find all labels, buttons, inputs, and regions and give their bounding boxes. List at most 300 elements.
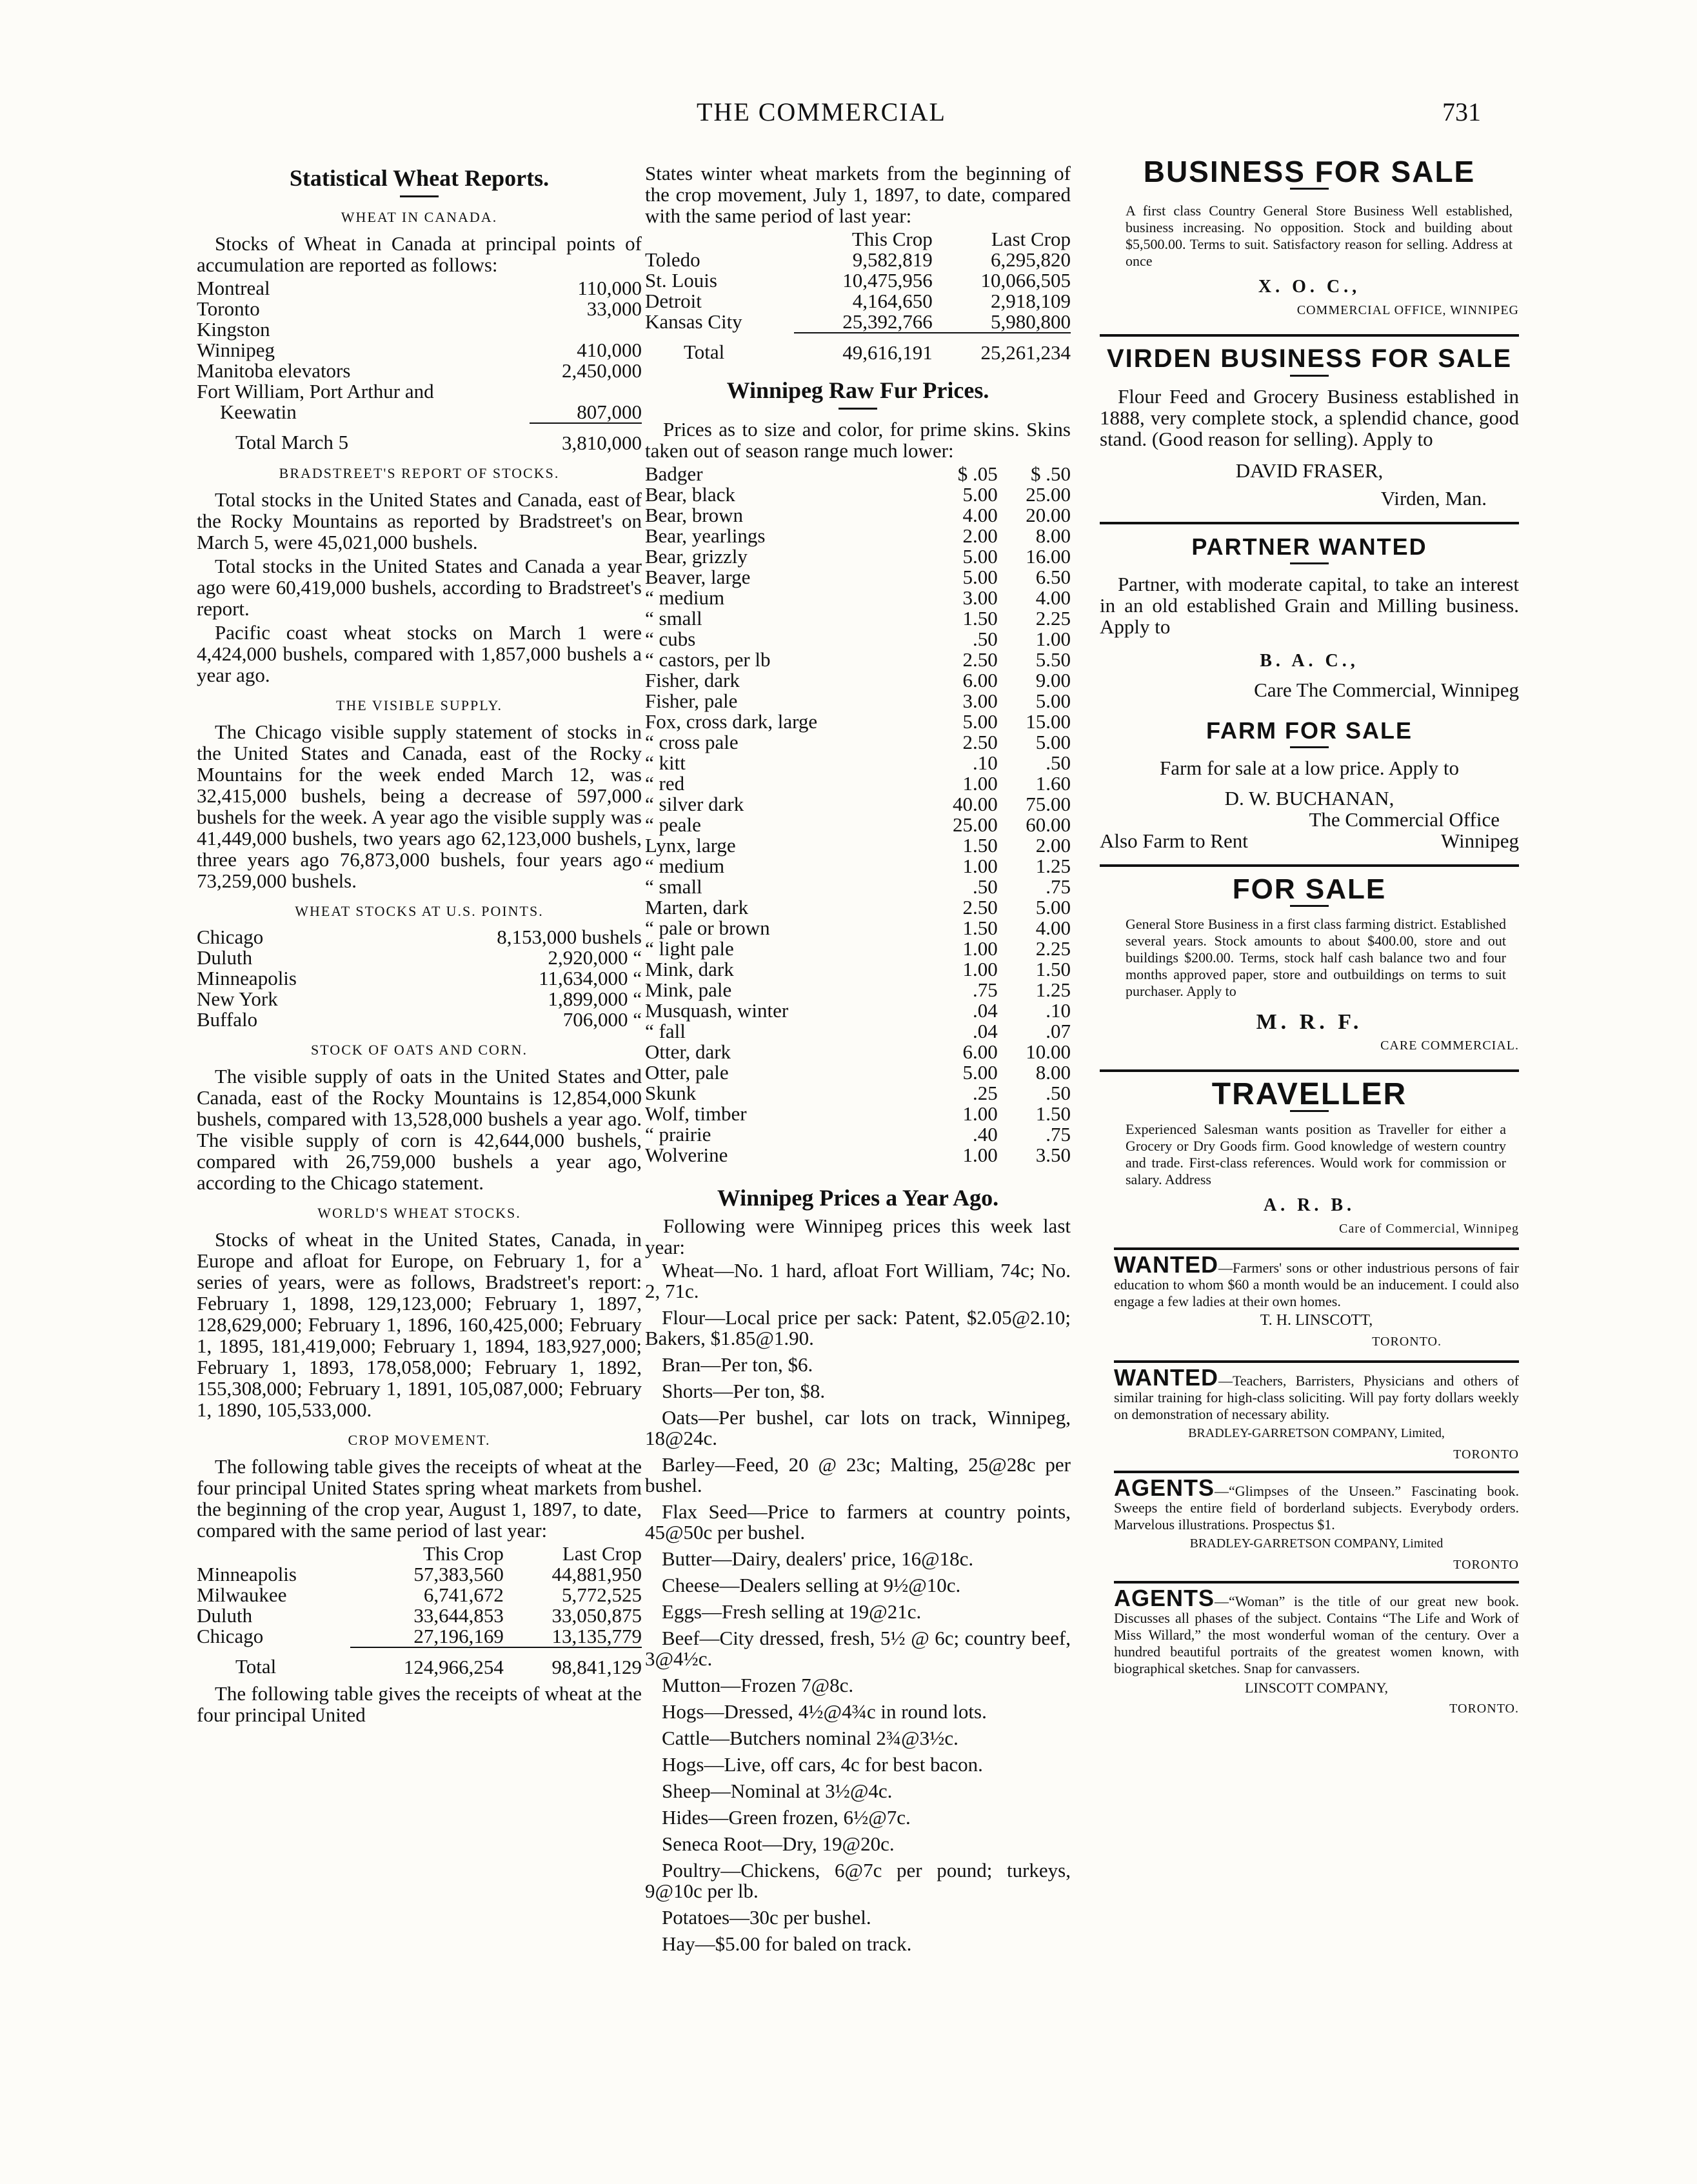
paragraph: Following were Winnipeg prices this week last year: bbox=[645, 1215, 1071, 1258]
row-value-1: 33,644,853 bbox=[413, 1604, 504, 1627]
ad-signature: X. O. C., bbox=[1258, 277, 1361, 297]
table-row bbox=[645, 567, 1071, 588]
row-value-1: .40 bbox=[973, 1123, 998, 1146]
row-value-2: 5.00 bbox=[1035, 731, 1071, 753]
price-item: Mutton—Frozen 7@8c. bbox=[662, 1674, 854, 1696]
ad-city: Winnipeg bbox=[1440, 829, 1519, 852]
paragraph: Pacific coast wheat stocks on March 1 were 4,424,000 bushels, compared with 1,857,000 bushels a year ago. bbox=[197, 621, 642, 686]
price-list bbox=[645, 1260, 1071, 1954]
ad-signature: M. R. F. bbox=[1256, 1010, 1363, 1034]
table-row bbox=[645, 773, 1071, 794]
row-value: 807,000 bbox=[577, 401, 642, 423]
row-value-2: 3.50 bbox=[1035, 1144, 1071, 1166]
divider bbox=[1114, 1360, 1519, 1363]
divider bbox=[400, 195, 439, 197]
paragraph: Stocks of wheat in the United States, Canada, in Europe and afloat for Europe, on February 1, for a series of years, were as follows, Bradstreet's report: February 1, 1898, 129,123,000; February 1, 1897, 128,629,000; February 1, 1896, 160,425,000; February 1, 1895, 181,419,000; February 1, 1894, 183,927,000; February 1, 1893, 178,058,000; February 1, 1892, 155,308,000; February 1, 1891, 105,087,000; February 1, 1890, 105,533,000. bbox=[197, 1228, 642, 1421]
row-label: Duluth bbox=[197, 946, 253, 969]
section-heading: Winnipeg Prices a Year Ago. bbox=[717, 1185, 999, 1211]
subhead-us-points: WHEAT STOCKS AT U.S. POINTS. bbox=[295, 903, 544, 919]
row-label: Lynx, large bbox=[645, 834, 736, 857]
row-value-2: 5,980,800 bbox=[991, 310, 1071, 333]
row-value-1: .10 bbox=[973, 751, 998, 774]
row-value-1: 2.50 bbox=[962, 648, 998, 671]
ad-signature: A. R. B. bbox=[1263, 1195, 1356, 1215]
ad-signature: B. A. C., bbox=[1260, 651, 1359, 671]
row-value: 2,450,000 bbox=[562, 359, 642, 382]
row-label: Toledo bbox=[645, 248, 700, 271]
total-this: 124,966,254 bbox=[350, 1647, 504, 1678]
table-row bbox=[197, 1626, 642, 1647]
row-label: “ castors, per lb bbox=[645, 648, 771, 671]
table-row bbox=[645, 691, 1071, 711]
row-label: “ peale bbox=[645, 813, 701, 836]
ad-business-for-sale bbox=[1100, 155, 1519, 321]
row-value-2: 20.00 bbox=[1026, 504, 1071, 526]
col-this: This Crop bbox=[851, 228, 933, 250]
ad-company: LINSCOTT COMPANY, bbox=[1244, 1680, 1389, 1696]
ad-rent-line bbox=[1100, 830, 1519, 851]
row-value-2: 8.00 bbox=[1035, 1061, 1071, 1084]
price-item: Poultry—Chickens, 6@7c per pound; turkeys, 9@10c per lb. bbox=[645, 1859, 1071, 1902]
row-value-1: 25.00 bbox=[953, 813, 998, 836]
row-label: Skunk bbox=[645, 1082, 697, 1104]
ad-company: BRADLEY-GARRETSON COMPANY, Limited, bbox=[1188, 1426, 1445, 1440]
divider bbox=[1114, 1471, 1519, 1473]
row-value: 410,000 bbox=[577, 339, 642, 361]
table-row bbox=[645, 835, 1071, 856]
ad-for-sale bbox=[1100, 873, 1519, 1057]
table-row bbox=[645, 505, 1071, 526]
row-value-1: 10,475,956 bbox=[842, 269, 933, 292]
crop-table bbox=[197, 1544, 642, 1678]
price-item: Barley—Feed, 20 @ 23c; Malting, 25@28c per bushel. bbox=[645, 1453, 1071, 1496]
divider bbox=[1114, 1581, 1519, 1583]
ad-address: Care of Commercial, Winnipeg bbox=[1339, 1222, 1519, 1236]
table-row bbox=[197, 1009, 642, 1030]
row-value-2: 5.00 bbox=[1035, 896, 1071, 918]
row-value-2: 15.00 bbox=[1026, 710, 1071, 733]
table-row bbox=[645, 484, 1071, 505]
row-label: Badger bbox=[645, 462, 703, 485]
paragraph: The Chicago visible supply statement of stocks in the United States and Canada, east of the Rocky Mountains for the week ended March 12, was 32,415,000 bushels, being a decrease of 597,000 bushels for the week. A year ago the visible supply was 41,449,000 bushels, two years ago 62,123,000 bushels, three years ago 76,873,000 bushels, four years ago 73,259,000 bushels. bbox=[197, 720, 642, 892]
table-row bbox=[645, 464, 1071, 484]
table-row bbox=[197, 968, 642, 989]
ad-lead: AGENTS bbox=[1114, 1585, 1215, 1611]
row-value: 1,899,000 “ bbox=[548, 988, 642, 1010]
total-row bbox=[645, 333, 1071, 363]
row-value-1: 2.00 bbox=[962, 524, 998, 547]
total-row bbox=[197, 1647, 642, 1678]
row-value-1: .04 bbox=[973, 1020, 998, 1042]
row-value-2: 4.00 bbox=[1035, 917, 1071, 939]
table-row bbox=[645, 877, 1071, 897]
row-value-2: 5,772,525 bbox=[562, 1583, 642, 1606]
row-label: “ small bbox=[645, 875, 702, 898]
row-value-2: .75 bbox=[1046, 875, 1071, 898]
row-value-1: 5.00 bbox=[962, 710, 998, 733]
divider bbox=[1100, 864, 1519, 867]
subhead-visible: THE VISIBLE SUPPLY. bbox=[335, 697, 503, 713]
row-label: Otter, dark bbox=[645, 1040, 731, 1063]
table-row bbox=[645, 1042, 1071, 1062]
row-label: “ prairie bbox=[645, 1123, 711, 1146]
ad-lead: WANTED bbox=[1114, 1251, 1218, 1278]
table-row bbox=[645, 1021, 1071, 1042]
row-value: 706,000 “ bbox=[562, 1008, 642, 1031]
row-value-1: .04 bbox=[973, 999, 998, 1022]
price-item: Hay—$5.00 for baled on track. bbox=[662, 1932, 912, 1955]
table-row bbox=[645, 546, 1071, 567]
table-row bbox=[645, 980, 1071, 1000]
page-number: 731 bbox=[1442, 97, 1481, 126]
row-label: Wolverine bbox=[645, 1144, 728, 1166]
ad-traveller bbox=[1100, 1077, 1519, 1240]
row-value-2: .50 bbox=[1046, 1082, 1071, 1104]
paragraph: Total stocks in the United States and Canada a year ago were 60,419,000 bushels, according to Bradstreet's report. bbox=[197, 555, 642, 620]
row-value-2: .75 bbox=[1046, 1123, 1071, 1146]
winter-table bbox=[645, 229, 1071, 363]
row-label: “ cubs bbox=[645, 628, 696, 650]
ad-agents-glimpses bbox=[1114, 1474, 1519, 1576]
row-label: Milwaukee bbox=[197, 1583, 287, 1606]
row-label: Bear, brown bbox=[645, 504, 743, 526]
ad-body: Farm for sale at a low price. Apply to bbox=[1159, 757, 1460, 779]
table-row bbox=[645, 897, 1071, 918]
price-item: Flour—Local price per sack: Patent, $2.05@2.10; Bakers, $1.85@1.90. bbox=[645, 1306, 1071, 1349]
divider bbox=[839, 408, 877, 410]
ad-body: Partner, with moderate capital, to take an interest in an old established Grain and Milling business. Apply to bbox=[1100, 573, 1519, 638]
row-value-2: 5.00 bbox=[1035, 690, 1071, 712]
table-row bbox=[645, 815, 1071, 835]
row-value-2: 6,295,820 bbox=[991, 248, 1071, 271]
row-value-2: 16.00 bbox=[1026, 545, 1071, 568]
price-item: Potatoes—30c per bushel. bbox=[662, 1906, 871, 1929]
row-value-2: 75.00 bbox=[1026, 793, 1071, 815]
row-value-1: 1.50 bbox=[962, 834, 998, 857]
row-label: Wolf, timber bbox=[645, 1102, 747, 1125]
col-this: This Crop bbox=[422, 1542, 504, 1565]
row-value-1: 4.00 bbox=[962, 504, 998, 526]
row-value bbox=[530, 381, 642, 402]
crop-header-row bbox=[197, 1544, 642, 1564]
ad-address: CARE COMMERCIAL. bbox=[1380, 1038, 1519, 1053]
paragraph: The following table gives the receipts of wheat at the four principal United States spring wheat markets from the beginning of the crop year, August 1, 1897, to date, compared with the same period of last year: bbox=[197, 1455, 642, 1542]
column-1 bbox=[197, 161, 642, 1728]
price-item: Beef—City dressed, fresh, 5½ @ 6c; country beef, 3@4½c. bbox=[645, 1627, 1071, 1670]
row-label: “ silver dark bbox=[645, 793, 744, 815]
row-value: 8,153,000 bushels bbox=[497, 926, 642, 948]
table-row bbox=[645, 732, 1071, 753]
table-row bbox=[645, 650, 1071, 670]
ad-body: —“Glimpses of the Unseen.” Fascinating book. Sweeps the entire field of borderland subjects. Everybody orders. Marvelous illustrations. Prospectus $1. bbox=[1114, 1483, 1519, 1533]
paragraph: Stocks of Wheat in Canada at principal points of accumulation are reported as follows: bbox=[197, 232, 642, 276]
running-head: THE COMMERCIAL bbox=[697, 97, 946, 126]
row-label: “ fall bbox=[645, 1020, 686, 1042]
row-label: “ red bbox=[645, 772, 685, 795]
row-value-2: 33,050,875 bbox=[551, 1604, 642, 1627]
ad-body: Flour Feed and Grocery Business established in 1888, very complete stock, a splendid chance, good stand. (Good reason for selling). Apply to bbox=[1100, 385, 1519, 450]
row-label: Fisher, dark bbox=[645, 669, 740, 691]
subhead-crop: CROP MOVEMENT. bbox=[348, 1432, 491, 1448]
row-value-1: 1.00 bbox=[962, 1102, 998, 1125]
total-this: 49,616,191 bbox=[794, 333, 932, 363]
row-value-1: 6.00 bbox=[962, 1040, 998, 1063]
table-row bbox=[197, 319, 642, 340]
row-label: Buffalo bbox=[197, 1008, 258, 1031]
divider bbox=[1114, 1247, 1519, 1250]
row-label: Keewatin bbox=[220, 401, 297, 423]
table-row bbox=[645, 291, 1071, 312]
winter-header-row bbox=[645, 229, 1071, 250]
total-label: Total bbox=[684, 341, 725, 363]
ad-lead: AGENTS bbox=[1114, 1474, 1215, 1501]
ad-wanted-teachers bbox=[1114, 1364, 1519, 1465]
ad-address: COMMERCIAL OFFICE, WINNIPEG bbox=[1296, 303, 1519, 317]
row-value bbox=[530, 319, 642, 340]
ad-title: VIRDEN BUSINESS FOR SALE bbox=[1106, 344, 1513, 373]
ad-agents-woman bbox=[1114, 1585, 1519, 1720]
col-last: Last Crop bbox=[562, 1542, 642, 1565]
table-row bbox=[645, 588, 1071, 608]
total-row bbox=[197, 423, 642, 453]
row-label: Toronto bbox=[197, 297, 260, 320]
table-row bbox=[645, 938, 1071, 959]
row-value-1: 3.00 bbox=[962, 586, 998, 609]
row-label: Fort William, Port Arthur and bbox=[197, 380, 434, 402]
row-value-2: 1.25 bbox=[1035, 855, 1071, 877]
ad-company: BRADLEY-GARRETSON COMPANY, Limited bbox=[1189, 1536, 1444, 1551]
ad-farm-for-sale bbox=[1100, 717, 1519, 852]
row-value-1: .75 bbox=[973, 978, 998, 1001]
row-value-1: 9,582,819 bbox=[852, 248, 933, 271]
price-item: Sheep—Nominal at 3½@4c. bbox=[662, 1780, 893, 1802]
row-label: St. Louis bbox=[645, 269, 717, 292]
section-heading: Winnipeg Raw Fur Prices. bbox=[726, 377, 989, 403]
table-row bbox=[197, 989, 642, 1009]
row-value-2: 10,066,505 bbox=[980, 269, 1071, 292]
ad-lead: WANTED bbox=[1114, 1364, 1218, 1391]
ad-address: Care The Commercial, Winnipeg bbox=[1254, 679, 1519, 701]
row-label: Otter, pale bbox=[645, 1061, 729, 1084]
ad-name: T. H. LINSCOTT, bbox=[1260, 1312, 1373, 1329]
row-value-1: 5.00 bbox=[962, 545, 998, 568]
table-row bbox=[197, 402, 642, 423]
row-label: Detroit bbox=[645, 290, 702, 312]
row-label: Duluth bbox=[197, 1604, 253, 1627]
total-value: 3,810,000 bbox=[530, 423, 642, 453]
row-label: Marten, dark bbox=[645, 896, 749, 918]
paragraph: States winter wheat markets from the beginning of the crop movement, July 1, 1897, to date, compared with the same period of last year: bbox=[645, 162, 1071, 227]
ad-body: —Farmers' sons or other industrious persons of fair education to whom $60 a month would be an inducement. I could also engage a few ladies at their own homes. bbox=[1114, 1260, 1519, 1309]
canada-stocks-table bbox=[197, 278, 642, 453]
subhead-bradstreet: BRADSTREET'S REPORT OF STOCKS. bbox=[279, 465, 560, 481]
row-value-1: 40.00 bbox=[953, 793, 998, 815]
row-value-2: 25.00 bbox=[1026, 483, 1071, 506]
table-row bbox=[645, 918, 1071, 938]
row-value-2: .50 bbox=[1046, 751, 1071, 774]
table-row bbox=[197, 381, 642, 402]
row-value-2: 1.00 bbox=[1035, 628, 1071, 650]
row-label: “ medium bbox=[645, 586, 725, 609]
ad-body: Experienced Salesman wants position as Traveller for either a Grocery or Dry Goods firm. Good knowledge of western country and trade. First-class references. Would work for commission or salary. Address bbox=[1126, 1121, 1506, 1187]
divider bbox=[1100, 334, 1519, 337]
row-label: Musquash, winter bbox=[645, 999, 789, 1022]
row-label: Fox, cross dark, large bbox=[645, 710, 818, 733]
row-value-1: 57,383,560 bbox=[413, 1563, 504, 1585]
price-item: Butter—Dairy, dealers' price, 16@18c. bbox=[662, 1547, 974, 1570]
row-value-1: .25 bbox=[973, 1082, 998, 1104]
row-label: Minneapolis bbox=[197, 1563, 297, 1585]
row-value-1: 5.00 bbox=[962, 566, 998, 588]
table-row bbox=[197, 948, 642, 968]
table-row bbox=[197, 361, 642, 381]
row-value-1: 1.00 bbox=[962, 855, 998, 877]
row-value-2: 4.00 bbox=[1035, 586, 1071, 609]
table-row bbox=[197, 299, 642, 319]
price-item: Hogs—Live, off cars, 4c for best bacon. bbox=[662, 1753, 983, 1776]
row-value-1: 5.00 bbox=[962, 483, 998, 506]
paragraph: Prices as to size and color, for prime skins. Skins taken out of season range much lower: bbox=[645, 418, 1071, 462]
price-item: Eggs—Fresh selling at 19@21c. bbox=[662, 1600, 922, 1623]
us-points-table bbox=[197, 927, 642, 1030]
row-label: Bear, grizzly bbox=[645, 545, 748, 568]
price-item: Cattle—Butchers nominal 2¾@3½c. bbox=[662, 1727, 958, 1749]
row-value-2: .10 bbox=[1046, 999, 1071, 1022]
price-item: Oats—Per bushel, car lots on track, Winnipeg, 18@24c. bbox=[645, 1406, 1071, 1449]
row-value-1: 1.50 bbox=[962, 607, 998, 630]
table-row bbox=[197, 340, 642, 361]
row-value-2: 1.60 bbox=[1035, 772, 1071, 795]
row-value: 33,000 bbox=[586, 297, 642, 320]
row-value-1: 1.00 bbox=[962, 937, 998, 960]
ad-title: BUSINESS FOR SALE bbox=[1143, 155, 1476, 188]
paragraph: Total stocks in the United States and Canada, east of the Rocky Mountains as reported by Bradstreet's on March 5, were 45,021,000 bushels. bbox=[197, 488, 642, 553]
row-label: Bear, black bbox=[645, 483, 735, 506]
table-row bbox=[645, 794, 1071, 815]
price-item: Shorts—Per ton, $8. bbox=[662, 1380, 826, 1402]
row-value-1: .50 bbox=[973, 875, 998, 898]
section-heading: Statistical Wheat Reports. bbox=[289, 165, 550, 191]
subhead-wheat-canada: WHEAT IN CANADA. bbox=[341, 209, 498, 225]
price-item: Seneca Root—Dry, 19@20c. bbox=[662, 1832, 895, 1855]
table-row bbox=[197, 1564, 642, 1585]
divider bbox=[1290, 562, 1329, 564]
row-value-2: 5.50 bbox=[1035, 648, 1071, 671]
divider bbox=[1290, 746, 1329, 748]
table-row bbox=[645, 670, 1071, 691]
divider bbox=[1100, 522, 1519, 524]
table-row bbox=[645, 608, 1071, 629]
total-label: Total March 5 bbox=[235, 431, 349, 453]
row-label: “ small bbox=[645, 607, 702, 630]
column-3 bbox=[1100, 155, 1519, 1720]
table-row bbox=[197, 927, 642, 948]
price-item: Flax Seed—Price to farmers at country points, 45@50c per bushel. bbox=[645, 1500, 1071, 1544]
table-row bbox=[645, 312, 1071, 333]
paragraph: The following table gives the receipts of wheat at the four principal United bbox=[197, 1682, 642, 1726]
ad-virden-business bbox=[1100, 344, 1519, 510]
row-value-1: 1.00 bbox=[962, 958, 998, 980]
table-row bbox=[197, 1585, 642, 1605]
subhead-oats: STOCK OF OATS AND CORN. bbox=[311, 1042, 528, 1058]
table-row bbox=[645, 250, 1071, 270]
ad-wanted-farmers bbox=[1114, 1251, 1519, 1353]
row-label: Fisher, pale bbox=[645, 690, 738, 712]
table-row bbox=[645, 1000, 1071, 1021]
row-value-1: 4,164,650 bbox=[852, 290, 933, 312]
row-label: Montreal bbox=[197, 277, 270, 299]
row-value-2: 1.25 bbox=[1035, 978, 1071, 1001]
row-value: 110,000 bbox=[577, 277, 642, 299]
divider bbox=[1100, 1069, 1519, 1072]
row-value-2: 2,918,109 bbox=[991, 290, 1071, 312]
row-value-1: 27,196,169 bbox=[413, 1625, 504, 1647]
row-value-2: .07 bbox=[1046, 1020, 1071, 1042]
row-value-1: 1.00 bbox=[962, 772, 998, 795]
row-label: Minneapolis bbox=[197, 967, 297, 989]
row-value-2: 6.50 bbox=[1035, 566, 1071, 588]
row-label: Chicago bbox=[197, 926, 264, 948]
ad-body: —“Woman” is the title of our great new book. Discusses all phases of the subject. Contains “The Life and Work of Miss Willard,” the most wonderful woman of the century. Over a hundred beautiful portraits of the greatest women known, with biographical sketches. Snap for canvassers. bbox=[1114, 1593, 1519, 1676]
price-item: Wheat—No. 1 hard, afloat Fort William, 74c; No. 2, 71c. bbox=[645, 1259, 1071, 1302]
ad-office: The Commercial Office bbox=[1309, 808, 1500, 831]
row-value-2: 1.50 bbox=[1035, 1102, 1071, 1125]
table-row bbox=[645, 1124, 1071, 1145]
ad-body: —Teachers, Barristers, Physicians and others of similar training for high-class soliciting. Will pay forty dollars weekly on demonstration of necessary ability. bbox=[1114, 1373, 1519, 1422]
row-value-1: 25,392,766 bbox=[842, 310, 933, 333]
row-value-1: 6.00 bbox=[962, 669, 998, 691]
table-row bbox=[645, 526, 1071, 546]
row-value-2: 9.00 bbox=[1035, 669, 1071, 691]
row-label: Beaver, large bbox=[645, 566, 751, 588]
table-row bbox=[645, 711, 1071, 732]
ad-city: TORONTO bbox=[1453, 1558, 1519, 1572]
total-label: Total bbox=[235, 1655, 277, 1678]
row-value-2: 10.00 bbox=[1026, 1040, 1071, 1063]
row-label: “ light pale bbox=[645, 937, 734, 960]
divider bbox=[1290, 375, 1329, 377]
table-row bbox=[645, 1104, 1071, 1124]
table-row bbox=[645, 270, 1071, 291]
row-value-1: 2.50 bbox=[962, 731, 998, 753]
row-label: “ kitt bbox=[645, 751, 686, 774]
row-value-2: 2.25 bbox=[1035, 607, 1071, 630]
paragraph: The visible supply of oats in the United States and Canada, east of the Rocky Mountains is 12,854,000 bushels, compared with 13,528,000 bushels a year ago. The visible supply of corn is 42,644,000 bushels, compared with 26,759,000 bushels a year ago, according to the Chicago statement. bbox=[197, 1065, 642, 1194]
row-value-2: 2.25 bbox=[1035, 937, 1071, 960]
row-label: Chicago bbox=[197, 1625, 264, 1647]
col-last: Last Crop bbox=[991, 228, 1071, 250]
table-row bbox=[645, 629, 1071, 650]
row-value-2: 2.00 bbox=[1035, 834, 1071, 857]
row-label: Bear, yearlings bbox=[645, 524, 766, 547]
row-label: Mink, dark bbox=[645, 958, 734, 980]
table-row bbox=[197, 1605, 642, 1626]
ad-body: General Store Business in a first class farming district. Established several years. Stock amounts to about $400.00, store and out buildings $200.00. Terms, stock half cash balance two and four months approved paper, store and outbuildings on terms to suit purchaser. Apply to bbox=[1126, 916, 1506, 999]
row-label: New York bbox=[197, 988, 278, 1010]
row-value-2: 44,881,950 bbox=[551, 1563, 642, 1585]
ad-title: FARM FOR SALE bbox=[1206, 717, 1413, 744]
row-value-2: $ .50 bbox=[1031, 462, 1071, 485]
row-value-1: 3.00 bbox=[962, 690, 998, 712]
subhead-world: WORLD'S WHEAT STOCKS. bbox=[317, 1205, 521, 1221]
table-row bbox=[645, 856, 1071, 877]
row-label: Winnipeg bbox=[197, 339, 275, 361]
total-last: 25,261,234 bbox=[933, 333, 1071, 363]
row-label: Mink, pale bbox=[645, 978, 732, 1001]
table-row bbox=[645, 1083, 1071, 1104]
price-item: Cheese—Dealers selling at 9½@10c. bbox=[662, 1574, 961, 1596]
row-label: “ cross pale bbox=[645, 731, 739, 753]
